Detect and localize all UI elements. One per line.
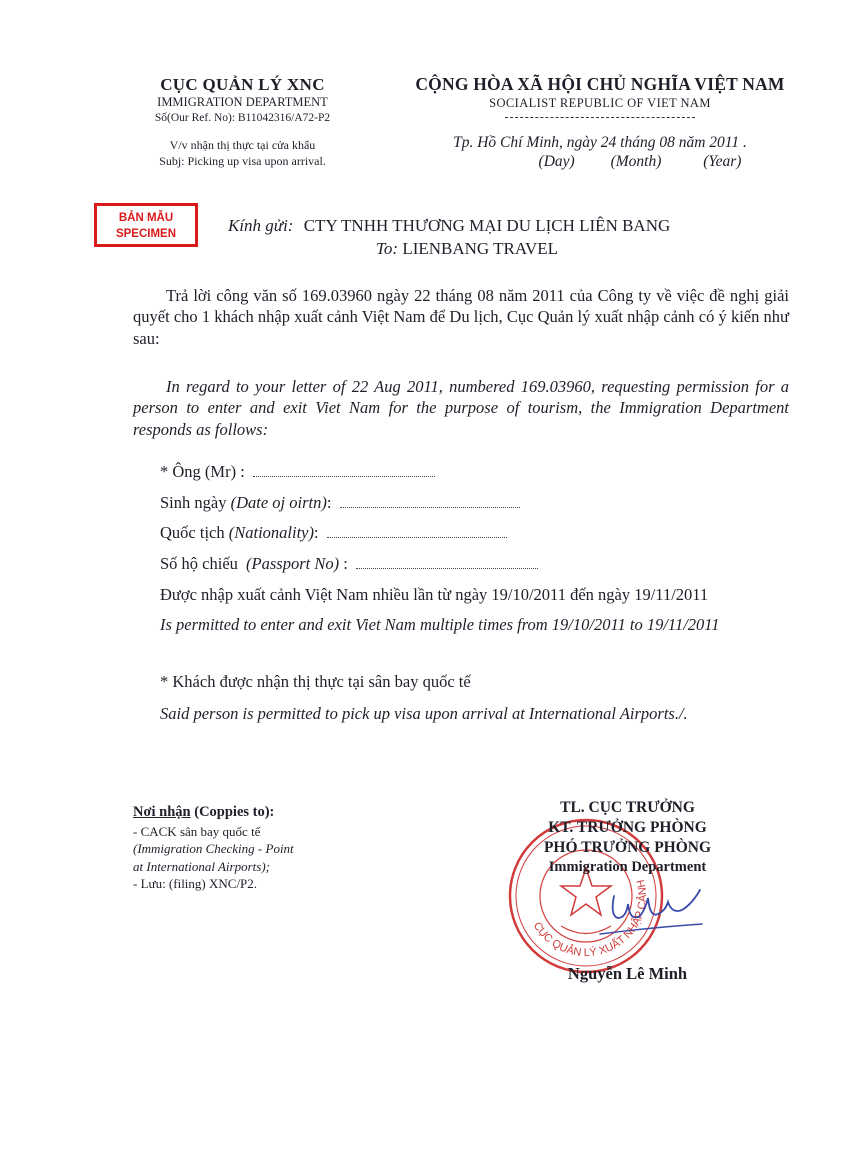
subject-en: Subj: Picking up visa upon arrival. — [159, 154, 326, 169]
reference-number: Số(Our Ref. No): B11042316/A72-P2 — [154, 111, 331, 124]
copies-to-item-1: - CACK sân bay quốc tế — [133, 823, 261, 839]
seal-text: CỤC QUẢN LÝ XUẤT NHẬP CẢNH — [530, 878, 650, 960]
permit-vn: Được nhập xuất cảnh Việt Nam nhiều lần từ ngày 19/10/2011 đến ngày 19/11/2011 — [160, 585, 709, 604]
handwritten-signature — [596, 882, 706, 942]
field-pp-blank — [356, 567, 538, 569]
date-labels — [475, 152, 805, 171]
signature-dept: Immigration Department — [548, 859, 707, 876]
issuer-block — [120, 74, 365, 170]
field-dob-blank — [340, 506, 520, 508]
month-label: (Month) — [610, 152, 662, 170]
copies-to-title-en: (Coppies to): — [190, 804, 275, 820]
field-mr-label-vn: * Ông — [160, 462, 201, 481]
signature-title-1: TL. CỤC TRƯỞNG — [560, 799, 695, 816]
recipient-company-vn: CTY TNHH THƯƠNG MẠI DU LỊCH LIÊN BANG — [303, 216, 671, 235]
field-pp-label-en: (Passport No) — [246, 554, 340, 573]
field-nat-label-vn: Quốc tịch — [160, 523, 225, 542]
signature-title-3: PHÓ TRƯỞNG PHÒNG — [543, 839, 712, 857]
dept-name-vn: CỤC QUẢN LÝ XNC — [160, 75, 325, 94]
year-label: (Year) — [703, 152, 742, 170]
copies-to-item-1-en-b: at International Airports); — [133, 858, 270, 874]
recipient-block — [228, 215, 670, 261]
field-dob — [160, 493, 520, 513]
field-passport — [160, 554, 538, 574]
signature-block — [500, 798, 755, 877]
specimen-stamp — [94, 203, 198, 247]
field-dob-colon: : — [326, 493, 332, 512]
field-pp-colon: : — [339, 554, 348, 573]
republic-name-en: SOCIALIST REPUBLIC OF VIET NAM — [489, 95, 711, 110]
date-line: Tp. Hồ Chí Minh, ngày 24 tháng 08 năm 2011 . — [453, 133, 747, 151]
republic-block — [395, 74, 805, 171]
dept-name-en: IMMIGRATION DEPARTMENT — [157, 95, 328, 110]
visa-note-en: Said person is permitted to pick up visa upon arrival at International Airports./. — [160, 704, 688, 723]
copies-to-block — [133, 803, 294, 893]
signer-name: Nguyễn Lê Minh — [567, 964, 688, 983]
to-label: To: — [376, 238, 399, 258]
subject-vn: V/v nhận thị thực tại cửa khẩu — [169, 138, 316, 153]
copies-to-title-vn: Nơi nhận — [133, 804, 191, 820]
signature-title-2: KT. TRƯỞNG PHÒNG — [548, 819, 707, 837]
field-nationality — [160, 523, 507, 543]
kinh-gui-label: Kính gửi: — [228, 216, 294, 235]
field-pp-label-vn: Số hộ chiếu — [160, 554, 238, 573]
field-nat-blank — [327, 536, 507, 538]
copies-to-item-2: - Lưu: (filing) XNC/P2. — [133, 876, 258, 892]
recipient-company-en: LIENBANG TRAVEL — [402, 238, 558, 258]
body-paragraph-vn: Trả lời công văn số 169.03960 ngày 22 tháng 08 năm 2011 của Công ty về việc đề nghị giải quyết cho 1 khách nhập xuất cảnh Việt Nam để Du lịch, Cục Quản lý xuất nhập cảnh có ý kiến như sau: — [133, 286, 789, 348]
copies-to-title — [133, 803, 294, 823]
header-divider — [505, 117, 695, 118]
specimen-line-en: SPECIMEN — [115, 227, 177, 240]
field-mr-label-en: (Mr) : — [204, 462, 245, 481]
copies-to-item-1-en-a: (Immigration Checking - Point — [133, 841, 294, 857]
permit-en: Is permitted to enter and exit Viet Nam multiple times from 19/10/2011 to 19/11/2011 — [160, 615, 720, 634]
day-label: (Day) — [538, 152, 575, 170]
field-mr — [160, 462, 435, 482]
field-dob-label-vn: Sinh ngày — [160, 493, 227, 512]
republic-name-vn: CỘNG HÒA XÃ HỘI CHỦ NGHĨA VIỆT NAM — [415, 74, 785, 94]
field-nat-label-en: (Nationality) — [228, 523, 314, 542]
body-paragraph-en: In regard to your letter of 22 Aug 2011, numbered 169.03960, requesting permission for a person to enter and exit Viet Nam for the purpose of tourism, the Immigration Department responds as follows: — [133, 377, 789, 439]
field-dob-label-en: (Date oj oirtn) — [230, 493, 327, 512]
visa-note-vn: * Khách được nhận thị thực tại sân bay quốc tế — [160, 672, 471, 691]
specimen-line-vn: BẢN MẪU — [118, 212, 174, 224]
field-nat-colon: : — [313, 523, 319, 542]
field-mr-blank — [253, 475, 435, 477]
